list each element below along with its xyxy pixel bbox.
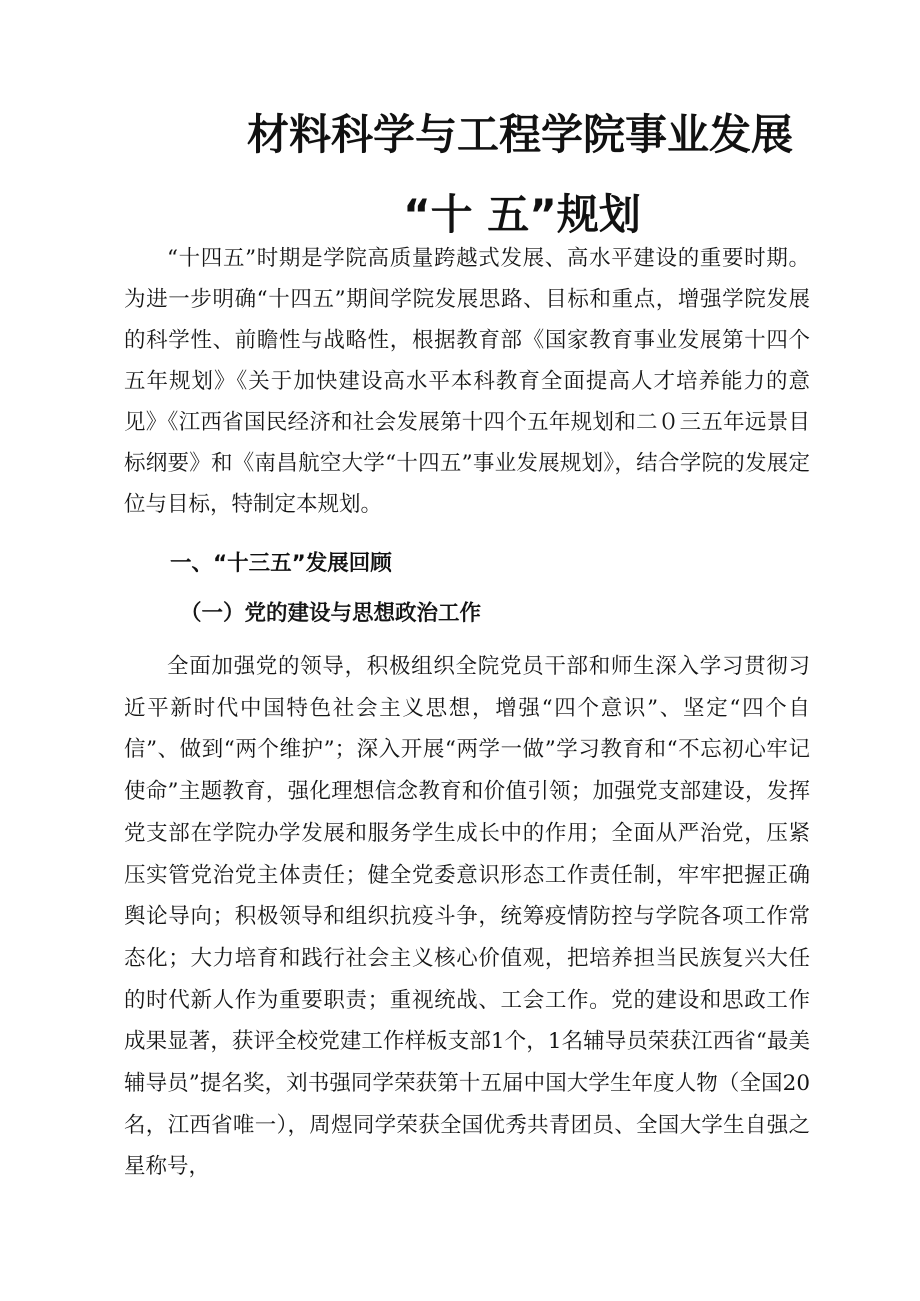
subsection-heading-party-building: （一）党的建设与思想政治工作 bbox=[180, 601, 482, 626]
section-heading-review: 一、“十三五”发展回顾 bbox=[170, 551, 392, 576]
document-title-line-2: “十 五”规划 bbox=[403, 190, 641, 239]
party-building-paragraph: 全面加强党的领导，积极组织全院党员干部和师生深入学习贯彻习近平新时代中国特色社会主义思想，增强“四个意识”、坚定“四个自信”、做到“两个维护”；深入开展“两学一做”学习教育和“不忘初心牢记使命”主题教育，强化理想信念教育和价值引领；加强党支部建设，发挥党支部在学院办学发展和服务学生成长中的作用；全面从严治党，压紧压实管党治党主体责任；健全党委意识形态工作责任制，牢牢把握正确舆论导向；积极领导和组织抗疫斗争，统筹疫情防控与学院各项工作常态化；大力培育和践行社会主义核心价值观，把培养担当民族复兴大任的时代新人作为重要职责；重视统战、工会工作。党的建设和思政工作成果显著，获评全校党建工作样板支部1个，1名辅导员荣获江西省“最美辅导员”提名奖，刘书强同学荣获第十五届中国大学生年度人物（全国20名，江西省唯一），周煜同学荣获全国优秀共青团员、全国大学生自强之星称号， bbox=[124, 654, 810, 1180]
document-title-line-1: 材料科学与工程学院事业发展 bbox=[246, 110, 793, 159]
intro-paragraph: “十四五”时期是学院高质量跨越式发展、高水平建设的重要时期。为进一步明确“十四五”期间学院发展思路、目标和重点，增强学院发展的科学性、前瞻性与战略性，根据教育部《国家教育事业发展第十四个五年规划》《关于加快建设高水平本科教育全面提高人才培养能力的意见》《江西省国民经济和社会发展第十四个五年规划和二０三五年远景目标纲要》和《南昌航空大学“十四五”事业发展规划》，结合学院的发展定位与目标，特制定本规划。 bbox=[124, 246, 810, 517]
